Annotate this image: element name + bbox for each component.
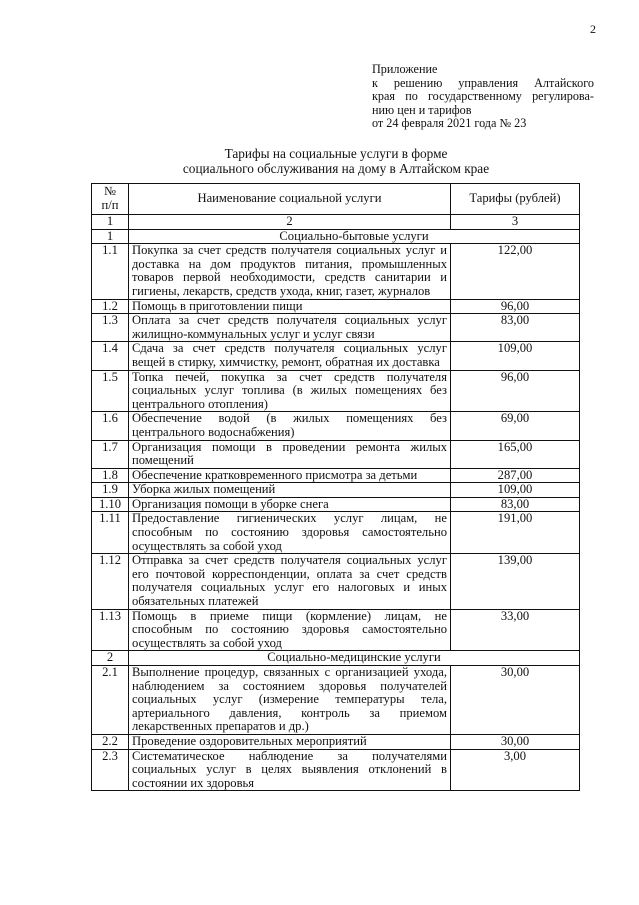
row-tariff: 30,00	[451, 734, 580, 749]
table-row	[92, 666, 580, 735]
section-title: Социально-медицинские услуги	[129, 651, 580, 666]
row-service-name: Выполнение процедур, связанных с организацией ухода, наблюдением за состоянием здоровья получателей социальных услуг (измерение температуры тела, артериального давления, контроль за приемом лекарственных препаратов и др.)	[129, 666, 451, 735]
row-service-name: Помощь в приеме пищи (кормление) лицам, не способным по состоянию здоровья самостоятельно осуществлять за собой уход	[129, 609, 451, 651]
row-tariff: 109,00	[451, 483, 580, 498]
section-num: 1	[92, 229, 129, 244]
row-num: 1.7	[92, 440, 129, 468]
table-row	[92, 314, 580, 342]
row-num: 1.13	[92, 609, 129, 651]
title-line-1: Тарифы на социальные услуги в форме	[224, 146, 448, 161]
header-name: Наименование социальной услуги	[129, 184, 451, 215]
row-tariff: 139,00	[451, 554, 580, 609]
header-tariff: Тарифы (рублей)	[451, 184, 580, 215]
row-num: 2.3	[92, 749, 129, 791]
header-num-label: № п/п	[101, 184, 119, 212]
row-num: 1.11	[92, 512, 129, 554]
row-tariff: 3,00	[451, 749, 580, 791]
table-row	[92, 244, 580, 299]
row-num: 1.4	[92, 342, 129, 370]
index-cell: 3	[451, 215, 580, 230]
row-service-name: Систематическое наблюдение за получателями социальных услуг в целях выявления отклонений в состоянии их здоровья	[129, 749, 451, 791]
row-service-name: Помощь в приготовлении пищи	[129, 299, 451, 314]
table-row	[92, 483, 580, 498]
row-num: 1.8	[92, 468, 129, 483]
table-header-row	[92, 184, 580, 215]
table-row	[92, 468, 580, 483]
row-tariff: 30,00	[451, 666, 580, 735]
header-num	[92, 184, 129, 215]
row-service-name: Предоставление гигиенических услуг лицам, не способным по состоянию здоровья самостоятельно осуществлять за собой уход	[129, 512, 451, 554]
row-num: 1.2	[92, 299, 129, 314]
row-num: 1.12	[92, 554, 129, 609]
index-cell: 2	[129, 215, 451, 230]
row-num: 2.1	[92, 666, 129, 735]
table-row	[92, 734, 580, 749]
section-title: Социально-бытовые услуги	[129, 229, 580, 244]
page-number: 2	[590, 22, 596, 36]
row-num: 1.6	[92, 412, 129, 440]
row-tariff: 96,00	[451, 370, 580, 412]
row-service-name: Организация помощи в уборке снега	[129, 497, 451, 512]
table-index-row	[92, 215, 580, 230]
appendix-line-2: к решению управления Алтайского	[372, 75, 594, 90]
table-row	[92, 440, 580, 468]
section-num: 2	[92, 651, 129, 666]
section-row	[92, 229, 580, 244]
tariffs-table	[91, 183, 580, 791]
table-row	[92, 749, 580, 791]
row-service-name: Проведение оздоровительных мероприятий	[129, 734, 451, 749]
row-num: 1.10	[92, 497, 129, 512]
row-service-name: Организация помощи в проведении ремонта жилых помещений	[129, 440, 451, 468]
row-tariff: 287,00	[451, 468, 580, 483]
row-num: 1.3	[92, 314, 129, 342]
row-service-name: Покупка за счет средств получателя социальных услуг и доставка на дом продуктов питания, промышленных товаров первой необходимости, средств санитарии и гигиены, лекарств, средств ухода, книг, газет, журналов	[129, 244, 451, 299]
row-service-name: Сдача за счет средств получателя социальных услуг вещей в стирку, химчистку, ремонт, обратная их доставка	[129, 342, 451, 370]
row-tariff: 83,00	[451, 314, 580, 342]
row-num: 2.2	[92, 734, 129, 749]
row-service-name: Обеспечение водой (в жилых помещениях без центрального водоснабжения)	[129, 412, 451, 440]
row-service-name: Обеспечение кратковременного присмотра за детьми	[129, 468, 451, 483]
index-cell: 1	[92, 215, 129, 230]
appendix-line-4: нию цен и тарифов	[372, 102, 472, 117]
row-service-name: Отправка за счет средств получателя социальных услуг его почтовой корреспонденции, оплата за счет средств получателя социальных услуг его налоговых и иных обязательных платежей	[129, 554, 451, 609]
row-service-name: Топка печей, покупка за счет средств получателя социальных услуг топлива (в жилых помещениях без центрального отопления)	[129, 370, 451, 412]
appendix-line-1: Приложение	[372, 62, 438, 76]
section-row	[92, 651, 580, 666]
row-service-name: Уборка жилых помещений	[129, 483, 451, 498]
document-title	[96, 147, 576, 176]
table-row	[92, 554, 580, 609]
table-row	[92, 497, 580, 512]
title-line-2: социального обслуживания на дому в Алтайском крае	[182, 160, 490, 176]
row-num: 1.1	[92, 244, 129, 299]
table-row	[92, 342, 580, 370]
appendix-line-3: края по государственному регулирова-	[372, 89, 594, 104]
row-tariff: 109,00	[451, 342, 580, 370]
table-row	[92, 299, 580, 314]
row-tariff: 83,00	[451, 497, 580, 512]
row-num: 1.5	[92, 370, 129, 412]
row-tariff: 191,00	[451, 512, 580, 554]
row-tariff: 33,00	[451, 609, 580, 651]
table-row	[92, 370, 580, 412]
row-tariff: 96,00	[451, 299, 580, 314]
appendix-block	[372, 63, 594, 131]
table-row	[92, 512, 580, 554]
table-body	[92, 229, 580, 791]
row-service-name: Оплата за счет средств получателя социальных услуг жилищно-коммунальных услуг и услуг связи	[129, 314, 451, 342]
row-tariff: 69,00	[451, 412, 580, 440]
table-row	[92, 609, 580, 651]
row-num: 1.9	[92, 483, 129, 498]
table-row	[92, 412, 580, 440]
appendix-line-5: от 24 февраля 2021 года № 23	[372, 116, 527, 131]
row-tariff: 122,00	[451, 244, 580, 299]
row-tariff: 165,00	[451, 440, 580, 468]
